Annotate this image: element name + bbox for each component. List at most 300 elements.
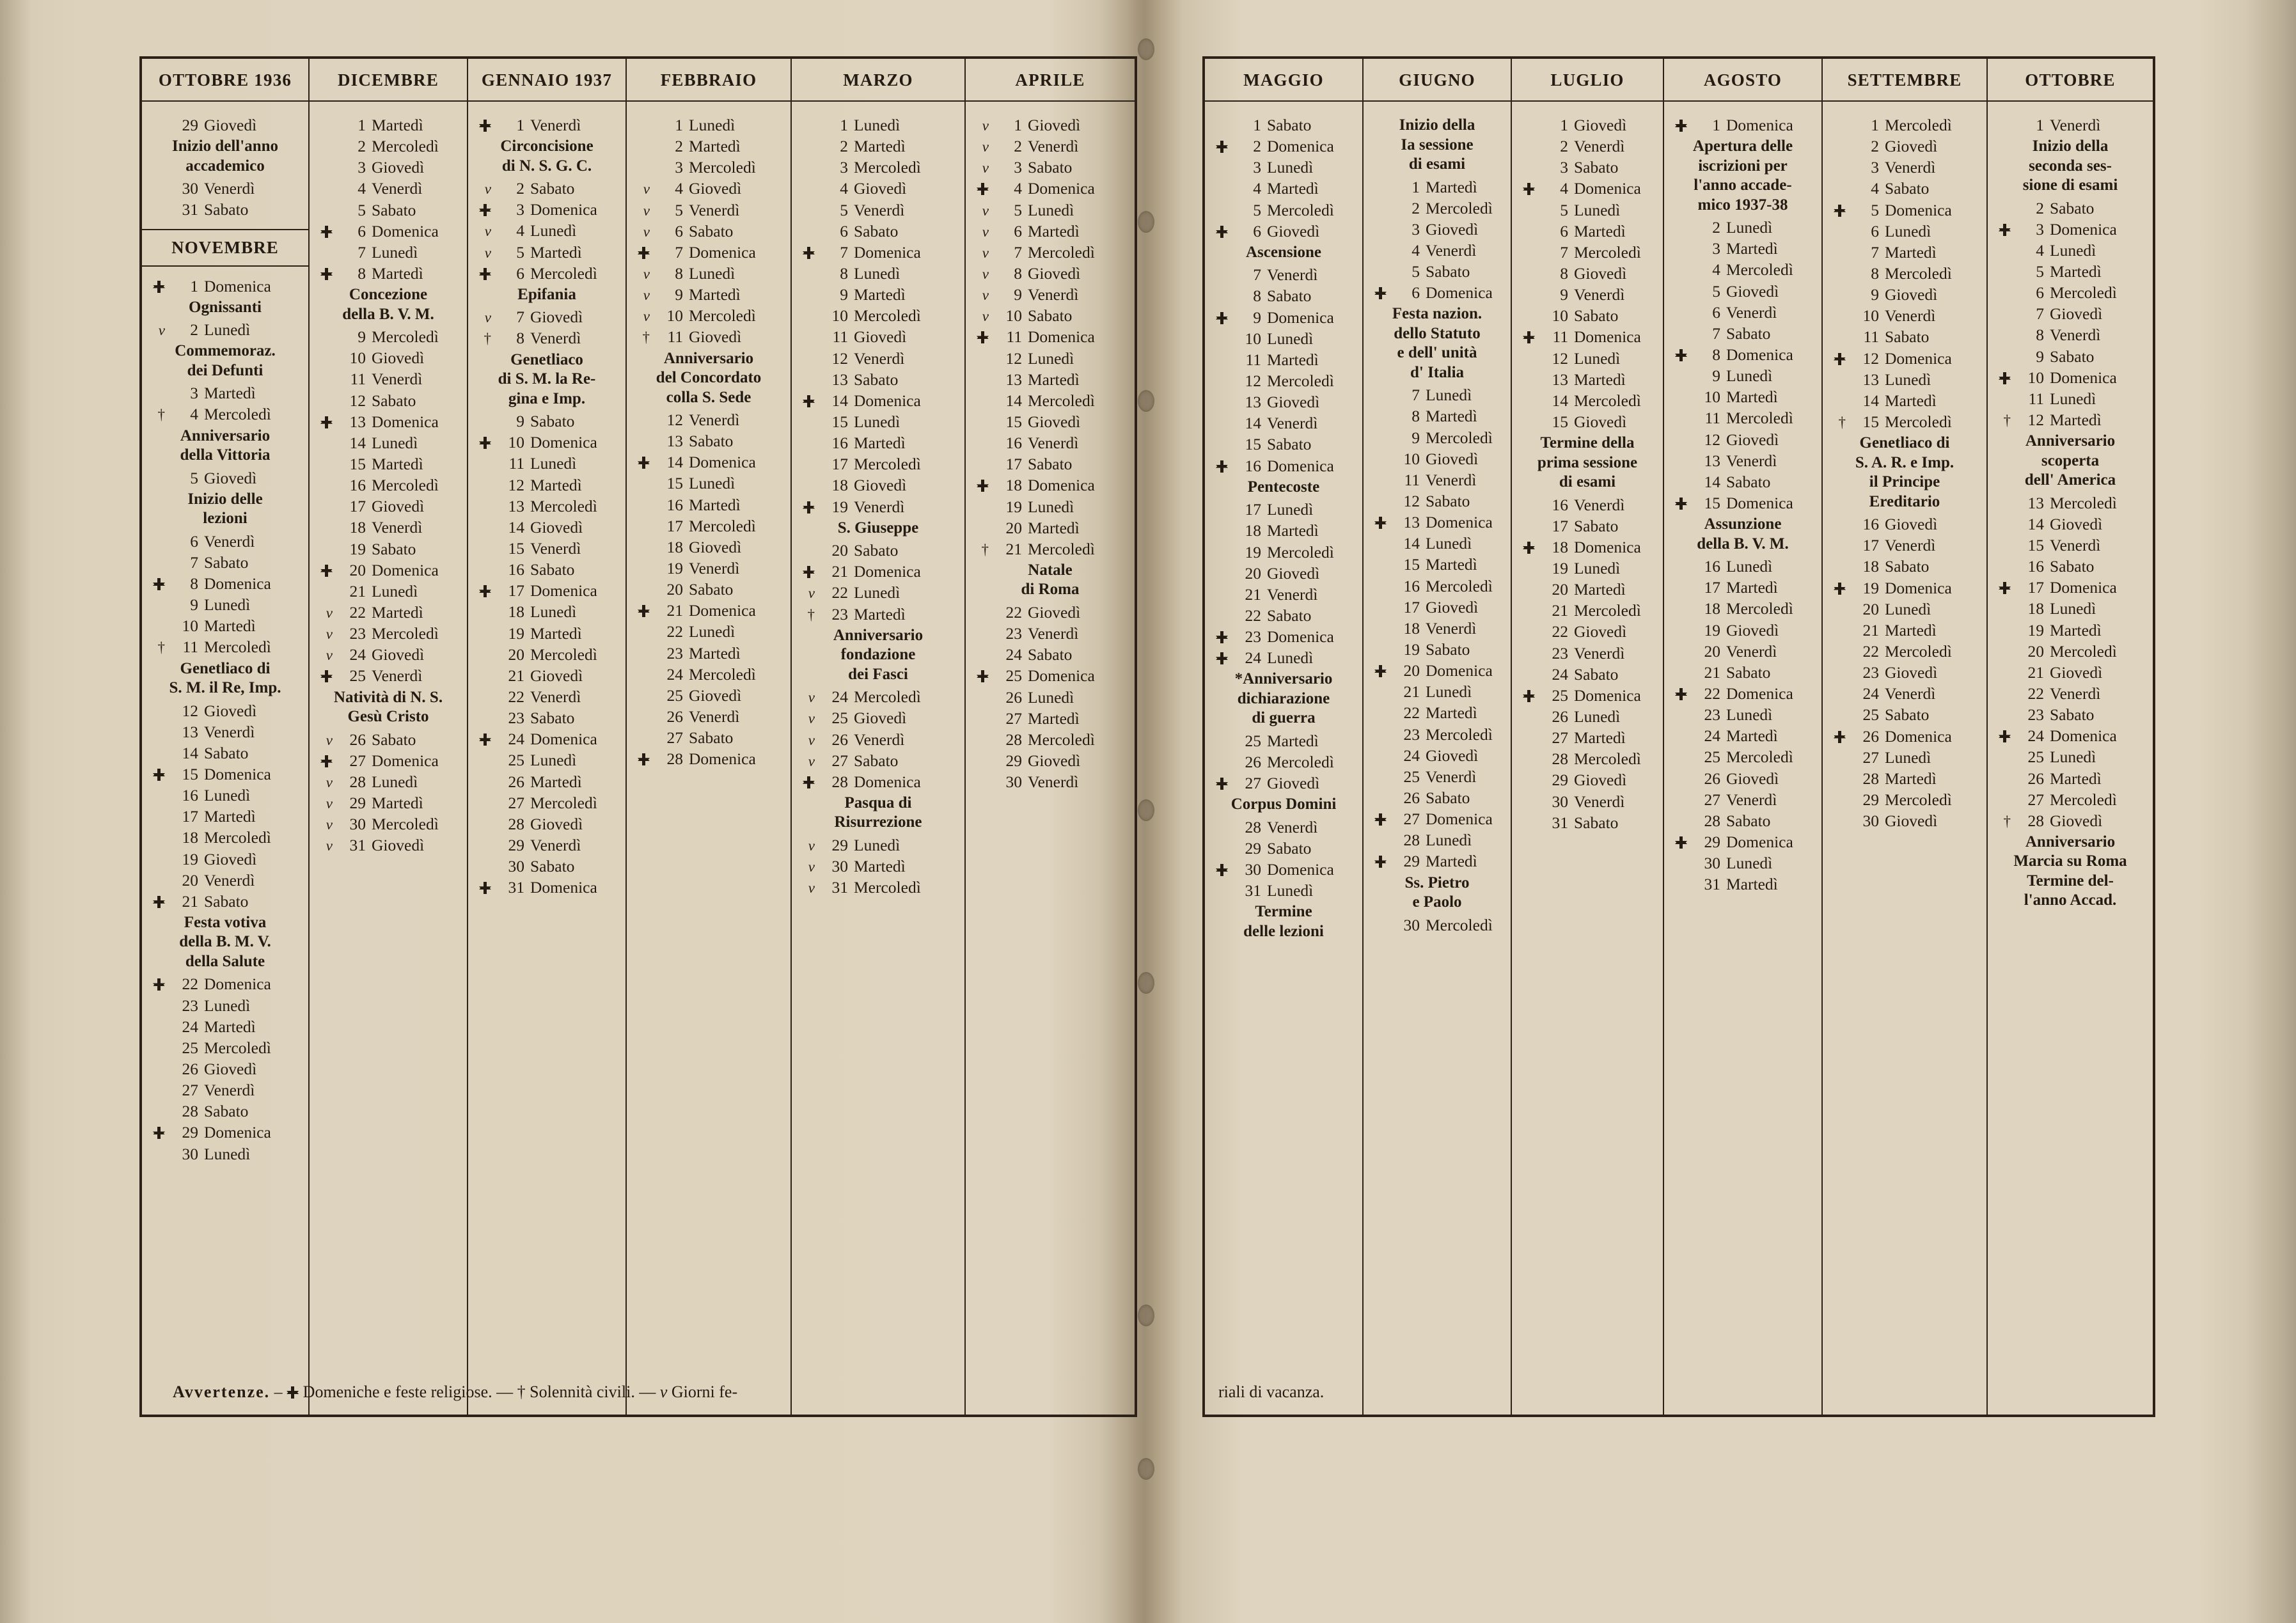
day-name: Martedì: [1885, 620, 1937, 639]
day-name: Venerdì: [530, 538, 581, 558]
day-number: 30: [831, 857, 848, 876]
day-number: 5: [190, 468, 198, 487]
day-name: Giovedì: [689, 537, 742, 556]
day-name: Mercoledì: [530, 496, 597, 515]
binding-stitch: [1138, 799, 1154, 821]
calendar-day-row: [1367, 176, 1507, 198]
calendar-day-row: [472, 877, 622, 898]
calendar-day-row: [1209, 157, 1358, 178]
day-number: 11: [350, 370, 366, 389]
calendar-day-row: [1367, 702, 1507, 723]
day-number: 25: [1403, 767, 1420, 786]
day-number: 27: [349, 751, 366, 770]
calendar-day-row: [1209, 647, 1358, 668]
day-marker: [1516, 328, 1539, 347]
calendar-day-row: [1827, 348, 1983, 369]
dagger-icon: †: [157, 407, 165, 423]
day-marker: [1209, 309, 1232, 328]
calendar-day-row: [1992, 725, 2149, 746]
day-number: 25: [508, 751, 524, 770]
day-name: Lunedì: [1267, 648, 1314, 668]
calendar-day-row: [146, 1122, 304, 1143]
day-marker: [796, 563, 819, 582]
calendar-day-row: [970, 453, 1131, 474]
day-name: Sabato: [1267, 286, 1312, 306]
day-name: Sabato: [530, 560, 575, 579]
day-number: 1: [2036, 116, 2044, 134]
calendar-day-row: [631, 200, 787, 221]
month-columns-left: [142, 59, 1135, 1415]
day-name: Giovedì: [1426, 219, 1479, 239]
day-number: 8: [190, 574, 198, 593]
day-marker: [1209, 649, 1232, 668]
day-name: Martedì: [2050, 262, 2102, 281]
day-name: Giovedì: [1574, 622, 1627, 641]
day-number: 26: [1704, 769, 1720, 788]
day-marker: [472, 180, 495, 199]
day-number: 15: [1704, 493, 1720, 512]
day-name: Martedì: [1426, 177, 1477, 196]
calendar-day-row: [1992, 198, 2149, 219]
calendar-day-row: [796, 496, 961, 517]
calendar-day-row: [796, 856, 961, 877]
day-marker: [472, 879, 495, 898]
calendar-day-row: [146, 573, 304, 594]
day-name: Mercoledì: [530, 645, 597, 664]
calendar-day-row: [1209, 838, 1358, 859]
day-name: Sabato: [1885, 705, 1930, 725]
day-name: Giovedì: [1028, 263, 1081, 283]
day-name: Giovedì: [1574, 116, 1627, 134]
calendar-day-row: [146, 1079, 304, 1101]
event-note: Anniversario della Vittoria: [180, 427, 271, 464]
day-number: 16: [1552, 495, 1568, 514]
day-name: Sabato: [1885, 557, 1930, 576]
day-number: 20: [1005, 518, 1022, 537]
day-number: 27: [2027, 790, 2044, 809]
event-note: Termine delle lezioni: [1243, 903, 1324, 940]
day-number: 12: [182, 701, 198, 720]
day-name: Domenica: [1267, 627, 1334, 647]
v-marker-icon: v: [808, 753, 815, 769]
calendar-day-row: [796, 178, 961, 199]
calendar-day-row: [1209, 114, 1358, 136]
day-number: 9: [675, 285, 683, 304]
day-name: Martedì: [530, 242, 582, 262]
calendar-day-row: [472, 601, 622, 622]
day-name: Giovedì: [1028, 116, 1081, 134]
calendar-day-row: [1209, 349, 1358, 370]
day-name: Venerdì: [854, 730, 905, 749]
day-marker: [970, 180, 993, 199]
day-number: 21: [182, 891, 198, 911]
day-name: Venerdì: [689, 411, 740, 430]
calendar-day-row: [1209, 200, 1358, 221]
day-number: 24: [1245, 648, 1261, 668]
calendar-day-row: [970, 390, 1131, 411]
day-name: Martedì: [204, 1017, 256, 1036]
day-name: Domenica: [1574, 327, 1641, 347]
day-name: Sabato: [1726, 663, 1771, 682]
day-number: 10: [1704, 388, 1720, 407]
month-title: GENNAIO 1937: [468, 59, 625, 102]
day-name: Martedì: [689, 643, 741, 663]
calendar-day-row: [796, 540, 961, 561]
calendar-day-row: [313, 221, 463, 242]
day-name: Mercoledì: [530, 793, 597, 812]
day-marker: [1668, 116, 1691, 136]
month-entries: [310, 102, 467, 859]
month-entries: [792, 102, 964, 902]
calendar-day-row: [313, 200, 463, 221]
calendar-day-row: [631, 451, 787, 473]
day-name: Giovedì: [204, 116, 257, 134]
day-name: Venerdì: [372, 179, 423, 198]
calendar-day-row: [970, 136, 1131, 157]
day-number: 16: [349, 476, 366, 495]
v-marker-icon: v: [326, 626, 333, 643]
calendar-day-row: [146, 467, 304, 489]
day-name: Domenica: [689, 601, 756, 620]
day-number: 17: [508, 581, 524, 600]
day-name: Mercoledì: [689, 516, 756, 535]
day-name: Sabato: [372, 391, 416, 410]
day-name: Lunedì: [204, 320, 251, 340]
day-marker: [313, 731, 336, 750]
binding-stitch: [1138, 211, 1154, 233]
day-name: Venerdì: [372, 666, 423, 686]
day-name: Giovedì: [1267, 221, 1320, 240]
day-number: 20: [349, 560, 366, 579]
calendar-day-row: [796, 348, 961, 369]
calendar-day-row: [146, 1101, 304, 1122]
calendar-day-row: [313, 750, 463, 771]
calendar-day-row: [796, 411, 961, 432]
day-name: Martedì: [854, 857, 906, 876]
day-number: 23: [349, 624, 366, 643]
day-name: Martedì: [689, 137, 741, 156]
day-number: 21: [508, 666, 524, 685]
day-name: Sabato: [372, 730, 416, 749]
calendar-day-row: [970, 602, 1131, 623]
day-name: Venerdì: [1574, 285, 1625, 304]
day-number: 3: [190, 384, 198, 403]
day-marker: [970, 328, 993, 347]
day-number: 6: [675, 221, 683, 240]
calendar-day-row: [1367, 469, 1507, 490]
day-name: Mercoledì: [372, 815, 439, 834]
calendar-day-row: [1827, 284, 1983, 305]
calendar-day-row: [1209, 626, 1358, 647]
day-name: Mercoledì: [1028, 539, 1095, 558]
calendar-day-row: [1367, 597, 1507, 618]
calendar-day-row: [1992, 577, 2149, 598]
day-name: Lunedì: [1267, 500, 1314, 519]
calendar-day-row: [472, 559, 622, 580]
calendar-day-row: [313, 157, 463, 178]
day-name: Domenica: [1726, 116, 1793, 134]
day-number: 19: [349, 539, 366, 558]
day-name: Domenica: [2050, 726, 2117, 746]
cross-icon: [803, 566, 815, 578]
day-number: 15: [349, 454, 366, 473]
day-number: 26: [666, 707, 683, 726]
day-name: Lunedì: [372, 433, 418, 452]
day-marker: [313, 604, 336, 623]
calendar-day-row: [1668, 386, 1818, 407]
calendar-day-row: [970, 538, 1131, 560]
calendar-day-row: [1827, 683, 1983, 704]
day-number: 23: [831, 604, 848, 623]
day-name: Mercoledì: [854, 687, 921, 707]
calendar-day-row: [472, 220, 622, 241]
event-note: Inizio della seconda ses- sione di esami: [2022, 137, 2118, 194]
day-number: 26: [182, 1060, 198, 1079]
day-number: 24: [1704, 726, 1720, 746]
calendar-day-row: [1516, 706, 1659, 727]
cross-icon: [479, 268, 491, 280]
calendar-day-row: [1668, 831, 1818, 852]
day-number: 16: [831, 434, 848, 453]
calendar-day-row: [1367, 219, 1507, 240]
day-marker: [313, 815, 336, 835]
v-marker-icon: v: [808, 585, 815, 602]
day-number: 16: [2027, 557, 2044, 576]
month-entries: [966, 102, 1135, 796]
calendar-day-row: [1209, 542, 1358, 563]
day-number: 6: [1411, 283, 1420, 302]
calendar-day-row: [472, 686, 622, 707]
day-name: Domenica: [689, 749, 756, 769]
day-number: 3: [1253, 158, 1261, 177]
legend-label: Avvertenze.: [173, 1383, 271, 1401]
day-number: 20: [1245, 563, 1261, 583]
day-number: 28: [831, 772, 848, 791]
calendar-day-row: [1209, 817, 1358, 838]
day-name: Lunedì: [2050, 748, 2096, 767]
event-note: Festa nazion. dello Statuto e dell' unità d' Italia: [1392, 305, 1482, 381]
day-name: Venerdì: [1726, 451, 1777, 470]
calendar-day-row: [1367, 829, 1507, 851]
cross-icon: [320, 268, 333, 280]
day-name: Sabato: [372, 539, 416, 558]
v-marker-icon: v: [643, 265, 650, 282]
day-marker: [313, 667, 336, 686]
day-name: Venerdì: [1726, 302, 1777, 322]
calendar-day-row: [970, 221, 1131, 242]
event-note: Genetliaco di S. A. R. e Imp. il Principe Ereditario: [1855, 434, 1954, 510]
day-number: 1: [840, 116, 848, 134]
day-number: 1: [1014, 116, 1022, 134]
calendar-day-row: [796, 604, 961, 625]
day-marker: [631, 750, 654, 769]
cross-icon: [1216, 226, 1228, 238]
calendar-day-row: [1668, 407, 1818, 428]
day-marker: [1367, 810, 1390, 829]
day-name: Lunedì: [854, 835, 900, 854]
calendar-day-row: [631, 706, 787, 727]
day-name: Sabato: [530, 857, 575, 876]
day-number: 15: [1403, 555, 1420, 574]
day-name: Domenica: [1885, 726, 1952, 746]
cross-icon: [1834, 583, 1846, 595]
calendar-day-row: [313, 644, 463, 665]
day-marker: [313, 265, 336, 284]
calendar-day-row: [146, 382, 304, 404]
day-name: Lunedì: [204, 1144, 251, 1163]
calendar-day-row: [313, 432, 463, 453]
calendar-day-row: [1668, 598, 1818, 619]
event-note: Assunzione della B. V. M.: [1697, 515, 1789, 553]
day-number: 5: [1871, 200, 1879, 219]
day-number: 12: [1245, 372, 1261, 391]
day-marker: [1992, 411, 2015, 430]
day-name: Giovedì: [1885, 812, 1938, 831]
day-name: Mercoledì: [854, 306, 921, 325]
day-name: Domenica: [1726, 345, 1793, 364]
calendar-day-row: [796, 200, 961, 221]
calendar-day-row: [1992, 367, 2149, 388]
day-number: 16: [1403, 576, 1420, 595]
event-note: Genetliaco di S. M. la Re- gina e Imp.: [498, 350, 596, 407]
day-name: Domenica: [1726, 832, 1793, 851]
day-name: Mercoledì: [372, 476, 439, 495]
calendar-day-row: [1827, 200, 1983, 221]
day-number: 12: [1403, 492, 1420, 511]
calendar-day-row: [1209, 605, 1358, 626]
day-number: 5: [1253, 200, 1261, 219]
event-note: Ss. Pietro e Paolo: [1404, 874, 1470, 911]
day-number: 15: [182, 764, 198, 783]
day-number: 19: [182, 849, 198, 868]
day-number: 30: [182, 1144, 198, 1163]
day-name: Martedì: [1267, 521, 1319, 540]
event-note: Natività di N. S. Gesù Cristo: [333, 688, 443, 726]
cross-icon: [153, 578, 165, 590]
day-name: Domenica: [2050, 368, 2117, 387]
day-name: Giovedì: [2050, 663, 2103, 682]
day-name: Domenica: [854, 391, 921, 410]
day-number: 29: [182, 1123, 198, 1142]
calendar-day-row: [1209, 751, 1358, 772]
v-marker-icon: v: [659, 1383, 668, 1401]
day-number: 3: [358, 158, 366, 177]
day-name: Giovedì: [854, 709, 907, 728]
day-number: 16: [1005, 434, 1022, 453]
day-number: 3: [1560, 158, 1568, 177]
day-number: 17: [1704, 578, 1720, 597]
calendar-day-row: [631, 473, 787, 494]
event-note: Termine della prima sessione di esami: [1537, 434, 1638, 491]
calendar-day-row: [1367, 745, 1507, 766]
legend-religious: Domeniche e feste religiose.: [303, 1383, 492, 1401]
day-number: 14: [1552, 391, 1568, 410]
day-name: Martedì: [372, 263, 423, 283]
day-number: 8: [840, 263, 848, 283]
day-marker: [1668, 833, 1691, 852]
calendar-day-row: [1827, 514, 1983, 535]
calendar-day-row: [970, 326, 1131, 347]
month-column: [792, 59, 966, 1415]
v-marker-icon: v: [982, 139, 989, 155]
day-name: Mercoledì: [1885, 263, 1952, 283]
day-name: Mercoledì: [1267, 753, 1334, 772]
day-marker: [472, 201, 495, 220]
day-name: Venerdì: [1028, 137, 1079, 156]
calendar-day-row: [1992, 768, 2149, 789]
day-name: Lunedì: [1574, 349, 1621, 368]
cross-icon: [320, 565, 333, 577]
month-entries: [627, 102, 790, 773]
calendar-day-row: [1516, 242, 1659, 263]
day-marker: [1827, 350, 1850, 369]
day-number: 26: [1862, 726, 1879, 746]
calendar-day-row: [146, 806, 304, 827]
day-name: Domenica: [530, 200, 597, 219]
day-marker: [796, 836, 819, 856]
day-name: Venerdì: [1267, 817, 1318, 836]
day-name: Domenica: [204, 1123, 271, 1142]
day-marker: [796, 392, 819, 411]
calendar-day-row: [1668, 281, 1818, 302]
calendar-day-row: [1992, 282, 2149, 303]
calendar-day-row: [472, 432, 622, 453]
month-title: MARZO: [792, 59, 964, 102]
day-name: Venerdì: [1267, 265, 1318, 285]
day-number: 12: [831, 349, 848, 368]
calendar-day-row: [146, 199, 304, 220]
day-number: 25: [666, 686, 683, 705]
cross-icon: [1216, 652, 1228, 664]
day-number: 1: [358, 116, 366, 134]
day-number: 10: [1552, 306, 1568, 325]
dagger-icon: †: [517, 1383, 526, 1401]
calendar-day-row: [472, 771, 622, 792]
day-number: 11: [1245, 350, 1261, 369]
event-note: Anniversario del Concordato colla S. Sede: [656, 349, 762, 406]
day-number: 11: [1552, 327, 1568, 347]
legend-vacation-cont: riali di vacanza.: [1218, 1383, 1325, 1401]
day-marker: [146, 321, 169, 340]
day-number: 22: [2027, 684, 2044, 703]
calendar-day-row: [631, 114, 787, 136]
day-name: Lunedì: [1574, 559, 1621, 578]
day-name: Giovedì: [1426, 746, 1479, 765]
calendar-day-row: [1992, 683, 2149, 704]
day-name: Giovedì: [204, 468, 257, 487]
day-number: 22: [182, 975, 198, 994]
month-column: [1823, 59, 1988, 1415]
day-marker: [970, 223, 993, 242]
calendar-day-row: [1668, 662, 1818, 683]
v-marker-icon: v: [326, 732, 333, 748]
day-marker: [146, 405, 169, 425]
day-marker: [1209, 223, 1232, 242]
v-marker-icon: v: [982, 308, 989, 325]
day-name: Lunedì: [1885, 370, 1931, 389]
calendar-day-row: [1209, 455, 1358, 476]
day-name: Domenica: [372, 221, 439, 240]
day-name: Lunedì: [204, 996, 251, 1015]
day-marker: [146, 575, 169, 594]
calendar-day-row: [970, 708, 1131, 729]
calendar-day-row: [631, 178, 787, 199]
day-number: 24: [831, 687, 848, 707]
dagger-icon: †: [1838, 414, 1846, 430]
calendar-day-row: [1209, 307, 1358, 328]
calendar-day-row: [631, 685, 787, 706]
month-title: OTTOBRE 1936: [142, 59, 308, 102]
